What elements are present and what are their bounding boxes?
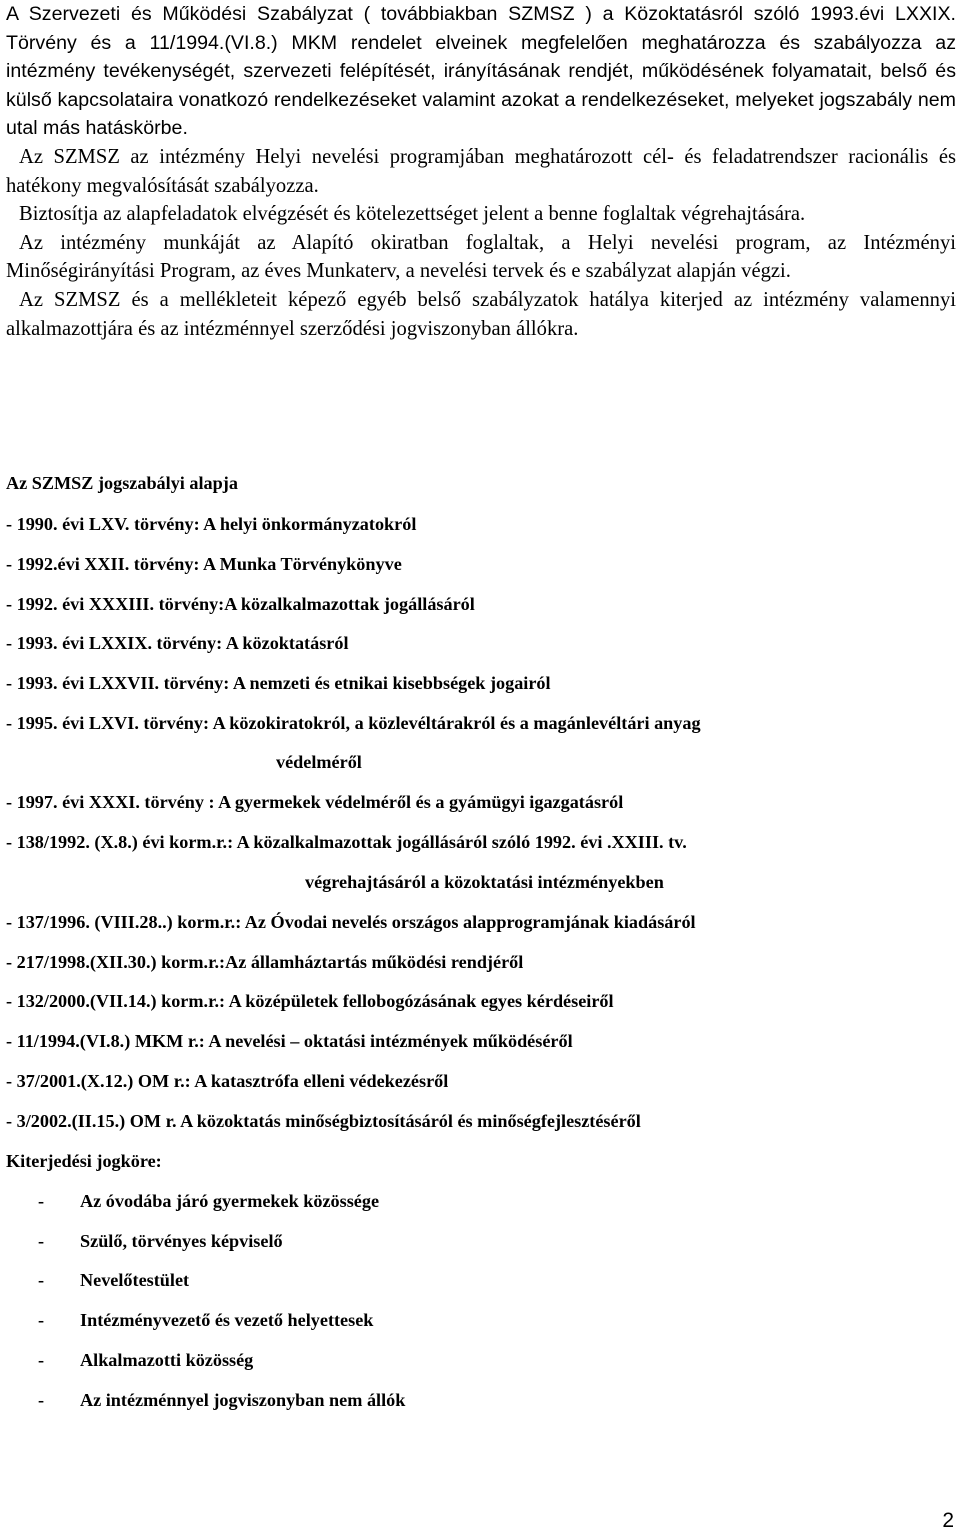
list-item [38,1350,253,1371]
list-item [38,1310,373,1331]
list-item-text: Alkalmazotti közösség [80,1350,254,1370]
law-item-continuation: végrehajtásáról a közoktatási intézményekben [305,872,664,892]
list-dash: - [38,1310,45,1330]
law-item: - 132/2000.(VII.14.) korm.r.: A középületek fellobogózásának egyes kérdéseiről [6,991,614,1011]
list-item-text: Az intézménnyel jogviszonyban nem állók [80,1390,406,1410]
law-item: - 217/1998.(XII.30.) korm.r.:Az államháztartás működési rendjéről [6,952,524,972]
law-item: - 1993. évi LXXVII. törvény: A nemzeti és etnikai kisebbségek jogairól [6,673,551,693]
list-dash: - [38,1231,45,1251]
intro-paragraph-2: Az SZMSZ az intézmény Helyi nevelési programjában meghatározott cél- és feladatrendszer racionális és hatékony megvalósítását szabályozza. [6,145,956,197]
intro-text [6,0,956,343]
intro-paragraph-5: Az SZMSZ és a mellékleteit képező egyéb belső szabályzatok hatálya kiterjed az intézmény valamennyi alkalmazottjára és az intézménnyel szerződési jogviszonyban állókra. [6,288,956,340]
law-item: - 137/1996. (VIII.28..) korm.r.: Az Óvodai nevelés országos alapprogramjának kiadásáról [6,912,696,932]
law-item: - 1992. évi XXXIII. törvény:A közalkalmazottak jogállásáról [6,594,475,614]
list-item-text: Nevelőtestület [80,1270,190,1290]
law-item: - 1997. évi XXXI. törvény : A gyermekek védelméről és a gyámügyi igazgatásról [6,792,624,812]
list-item [38,1231,283,1252]
list-item [38,1191,379,1212]
scope-heading: Kiterjedési jogköre: [6,1151,162,1171]
intro-paragraph-3: Biztosítja az alapfeladatok elvégzését és kötelezettséget jelent a benne foglaltak végrehajtására. [19,203,806,226]
law-item: - 37/2001.(X.12.) OM r.: A katasztrófa elleni védekezésről [6,1071,449,1091]
list-item-text: Az óvodába járó gyermekek közössége [80,1191,380,1211]
law-item: - 138/1992. (X.8.) évi korm.r.: A közalkalmazottak jogállásáról szóló 1992. évi .XXIII. tv. [6,832,687,852]
list-dash: - [38,1390,45,1410]
law-item: - 1990. évi LXV. törvény: A helyi önkormányzatokról [6,514,417,534]
legal-basis-heading: Az SZMSZ jogszabályi alapja [6,473,238,493]
page-number: 2 [942,1509,954,1532]
list-dash: - [38,1270,45,1290]
list-dash: - [38,1191,45,1211]
intro-paragraph-4: Az intézmény munkáját az Alapító okiratban foglaltak, a Helyi nevelési program, az Intézményi Minőségirányítási Program, az éves Munkaterv, a nevelési tervek és e szabályzat alapján végzi. [6,231,956,283]
law-item: - 11/1994.(VI.8.) MKM r.: A nevelési – oktatási intézmények működéséről [6,1031,573,1051]
law-item-continuation: védelméről [276,752,362,772]
law-item: - 3/2002.(II.15.) OM r. A közoktatás minőségbiztosításáról és minőségfejlesztéséről [6,1111,641,1131]
list-item-text: Szülő, törvényes képviselő [80,1231,283,1251]
list-dash: - [38,1350,45,1370]
intro-paragraph-1: A Szervezeti és Működési Szabályzat ( továbbiakban SZMSZ ) a Közoktatásról szóló 1993.évi LXXIX. Törvény és a 11/1994.(VI.8.) MKM rendelet elveinek megfelelően meghatározza és szabályozza az intézmény tevékenységét, szervezeti felépítését, irányításának rendjét, működésének folyamatait, belső és külső kapcsolataira vonatkozó rendelkezéseket valamint azokat a rendelkezéseket, melyeket jogszabály nem utal más hatáskörbe. [6,3,956,140]
law-item: - 1995. évi LXVI. törvény: A közokiratokról, a közlevéltárakról és a magánlevéltári anyag [6,713,701,733]
list-item [38,1270,189,1291]
list-item [38,1390,405,1411]
list-item-text: Intézményvezető és vezető helyettesek [80,1310,374,1330]
law-item: - 1993. évi LXXIX. törvény: A közoktatásról [6,633,349,653]
law-item: - 1992.évi XXII. törvény: A Munka Törvénykönyve [6,554,402,574]
